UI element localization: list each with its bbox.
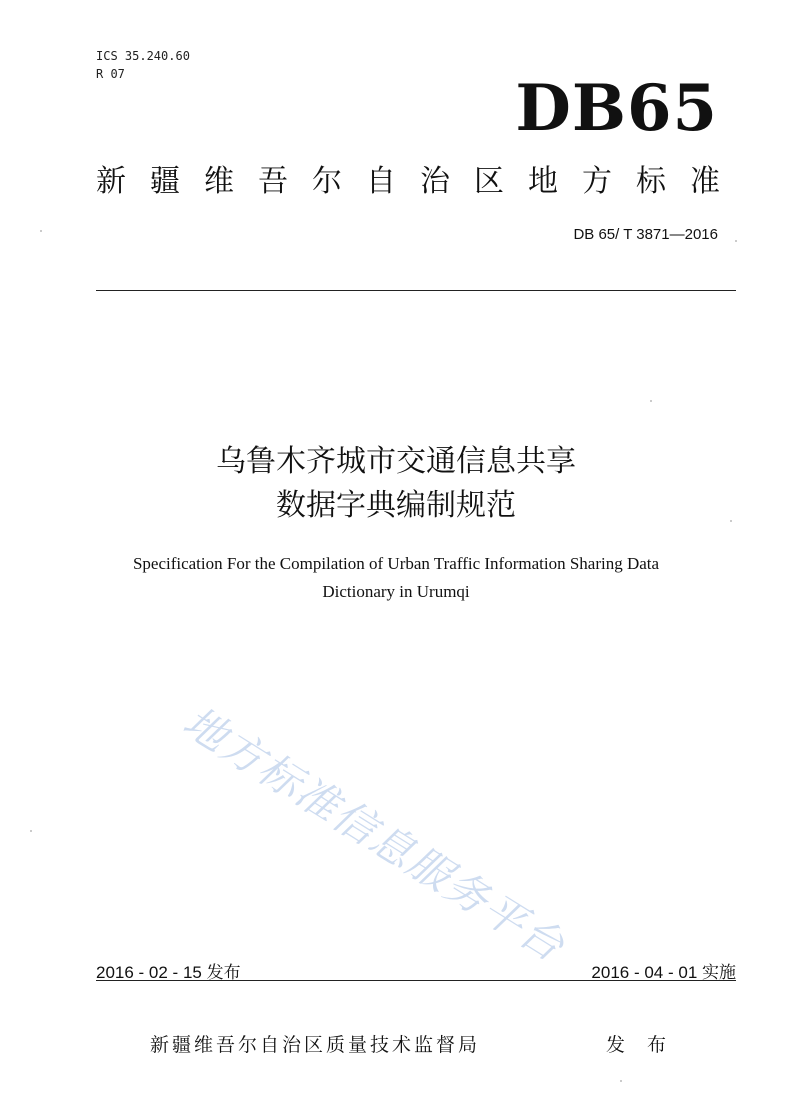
chinese-title <box>0 440 792 528</box>
scan-speck <box>620 1080 622 1082</box>
scan-speck <box>30 830 32 832</box>
db65-logo: DB65 <box>515 71 718 146</box>
chinese-title-line-2: 数据字典编制规范 <box>276 488 516 523</box>
scan-speck <box>40 230 42 232</box>
ccs-code: R 07 <box>96 67 125 81</box>
scan-speck <box>735 240 737 242</box>
header-divider <box>96 290 736 291</box>
english-title <box>90 550 702 606</box>
scan-speck <box>650 400 652 402</box>
chinese-title-line-1: 乌鲁木齐城市交通信息共享 <box>216 444 576 479</box>
ics-code: ICS 35.240.60 <box>96 49 190 63</box>
standard-type-heading: 新疆维吾尔自治区地方标准 <box>96 164 724 199</box>
implementation-date: 2016 - 04 - 01 实施 <box>591 963 736 982</box>
scan-speck <box>730 520 732 522</box>
footer-divider <box>96 980 736 981</box>
english-title-line-2: Dictionary in Urumqi <box>322 582 470 601</box>
publish-label: 发 布 <box>606 1034 675 1056</box>
classification-codes <box>96 47 190 83</box>
issue-date: 2016 - 02 - 15 发布 <box>96 963 241 982</box>
standard-number: DB 65/ T 3871—2016 <box>573 226 718 243</box>
issuing-authority: 新疆维吾尔自治区质量技术监督局 <box>150 1034 481 1056</box>
english-title-line-1: Specification For the Compilation of Urban Traffic Information Sharing Data <box>132 554 660 573</box>
watermark-text: 地方标准信息服务平台 <box>174 696 574 972</box>
